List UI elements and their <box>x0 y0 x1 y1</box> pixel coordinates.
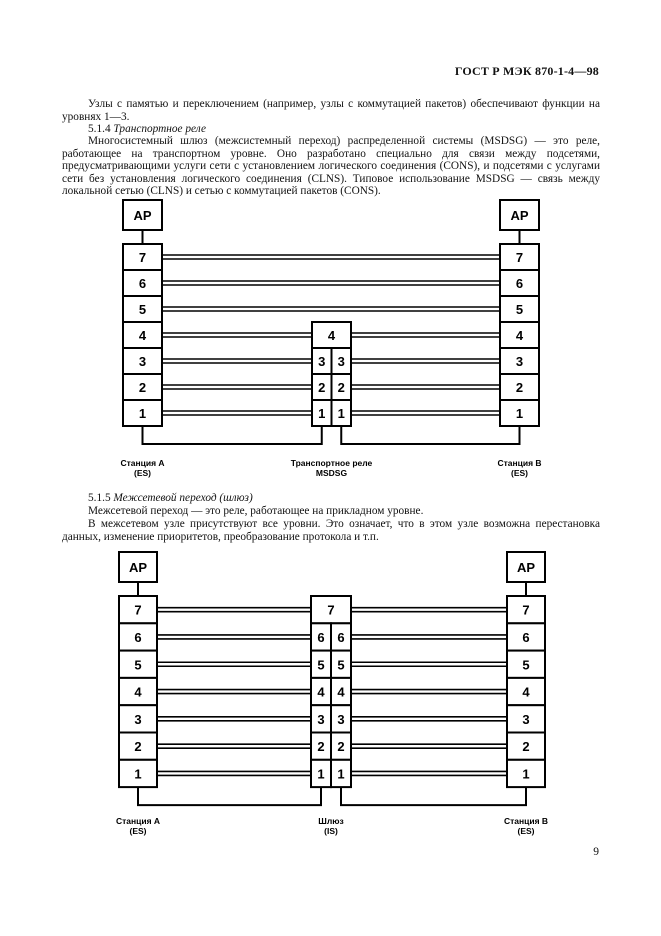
relay-layer-label: 1 <box>318 406 326 421</box>
relay-layer-label: 3 <box>337 711 345 727</box>
right-layer-label: 5 <box>515 302 524 317</box>
relay-layer-label: 3 <box>317 711 325 727</box>
left-layer-label: 3 <box>134 711 142 727</box>
relay-caption: Шлюз <box>318 816 344 826</box>
left-layer-label: 4 <box>134 684 142 700</box>
relay-layer-label: 3 <box>337 354 345 369</box>
document-header: ГОСТ Р МЭК 870-1-4—98 <box>454 64 599 78</box>
right-ap-label: AP <box>510 208 529 223</box>
left-layer-label: 1 <box>138 406 147 421</box>
relay-layer-label: 4 <box>317 684 325 700</box>
section-title: Межсетевой переход (шлюз) <box>113 492 253 504</box>
relay-layer-label: 6 <box>317 629 325 645</box>
left-layer-label: 7 <box>138 250 147 265</box>
relay-top-label: 7 <box>327 602 335 618</box>
right-layer-label: 6 <box>515 276 524 291</box>
left-station-caption: Станция A <box>115 816 161 826</box>
left-layer-label: 1 <box>134 766 142 782</box>
left-station-code: (ES) <box>129 826 147 836</box>
relay-layer-label: 1 <box>317 766 325 782</box>
right-layer-label: 1 <box>522 766 530 782</box>
left-layer-label: 5 <box>138 302 147 317</box>
right-layer-label: 1 <box>515 406 524 421</box>
physical-link-right <box>341 787 526 805</box>
relay-layer-label: 5 <box>317 657 325 673</box>
relay-code: (IS) <box>324 826 338 836</box>
left-layer-label: 7 <box>134 602 142 618</box>
physical-link-left <box>138 787 321 805</box>
right-layer-label: 3 <box>522 711 530 727</box>
left-layer-label: 2 <box>138 380 147 395</box>
right-layer-label: 5 <box>522 657 530 673</box>
right-layer-label: 4 <box>515 328 524 343</box>
page-number: 9 <box>593 846 599 858</box>
section-number: 5.1.5 <box>88 492 111 504</box>
left-ap-label: AP <box>133 208 152 223</box>
relay-layer-label: 3 <box>318 354 326 369</box>
section-515-paragraph-2: В межсетевом узле присутствуют все уровни. Это означает, что в этом узле возможна перестановка данных, изменение приоритетов, преобразование протокола и т.п. <box>62 518 600 543</box>
relay-layer-label: 4 <box>337 684 345 700</box>
section-number: 5.1.4 <box>88 123 111 135</box>
right-layer-label: 4 <box>522 684 530 700</box>
left-layer-label: 4 <box>138 328 147 343</box>
intro-paragraph: Узлы с памятью и переключением (например, узлы с коммутацией пакетов) обеспечивают функции на уровнях 1—3. <box>62 98 600 123</box>
left-ap-label: AP <box>128 560 148 575</box>
relay-layer-label: 6 <box>337 629 345 645</box>
left-layer-label: 2 <box>134 739 142 755</box>
relay-layer-label: 2 <box>317 739 325 755</box>
right-layer-label: 6 <box>522 629 530 645</box>
section-514-heading <box>62 123 600 136</box>
right-layer-label: 7 <box>522 602 530 618</box>
right-ap-label: AP <box>516 560 536 575</box>
left-layer-label: 6 <box>134 629 142 645</box>
physical-link-left <box>143 426 322 444</box>
relay-layer-label: 1 <box>337 766 345 782</box>
right-station-code: (ES) <box>511 468 528 478</box>
right-layer-label: 2 <box>522 739 530 755</box>
relay-layer-label: 1 <box>337 406 345 421</box>
physical-link-right <box>341 426 519 444</box>
relay-layer-label: 2 <box>337 380 345 395</box>
left-layer-label: 6 <box>138 276 147 291</box>
section-515-paragraph-1: Межсетевой переход — это реле, работающее на прикладном уровне. <box>88 505 424 517</box>
section-515-heading <box>62 492 600 505</box>
right-station-caption: Станция B <box>503 816 549 826</box>
relay-top-label: 4 <box>327 328 336 343</box>
left-station-code: (ES) <box>134 468 151 478</box>
right-station-caption: Станция B <box>497 458 542 468</box>
left-layer-label: 3 <box>138 354 147 369</box>
section-title: Транспортное реле <box>113 123 206 135</box>
relay-caption: Транспортное реле <box>290 458 373 468</box>
transport-relay-diagram <box>0 190 661 490</box>
relay-layer-label: 2 <box>318 380 326 395</box>
left-layer-label: 5 <box>134 657 142 673</box>
left-station-caption: Станция A <box>120 458 165 468</box>
gateway-diagram <box>0 540 661 850</box>
right-layer-label: 7 <box>515 250 524 265</box>
right-layer-label: 3 <box>515 354 524 369</box>
relay-layer-label: 5 <box>337 657 345 673</box>
right-layer-label: 2 <box>515 380 524 395</box>
right-station-code: (ES) <box>517 826 535 836</box>
relay-code: MSDSG <box>315 468 348 478</box>
relay-layer-label: 2 <box>337 739 345 755</box>
section-514-paragraph: Многосистемный шлюз (межсистемный переход) распределенной системы (MSDSG) — это реле, работающее на транспортном уровне. Оно разработано специально для связи между подсетями, предусматривающими услуги сети с установлением логического соединения (CONS), и подсетями с услугами сети без установления логического соединения (CLNS). Типовое использование MSDSG — связь между локальной сетью (CLNS) и сетью с коммутацией пакетов (CONS). <box>62 135 600 198</box>
